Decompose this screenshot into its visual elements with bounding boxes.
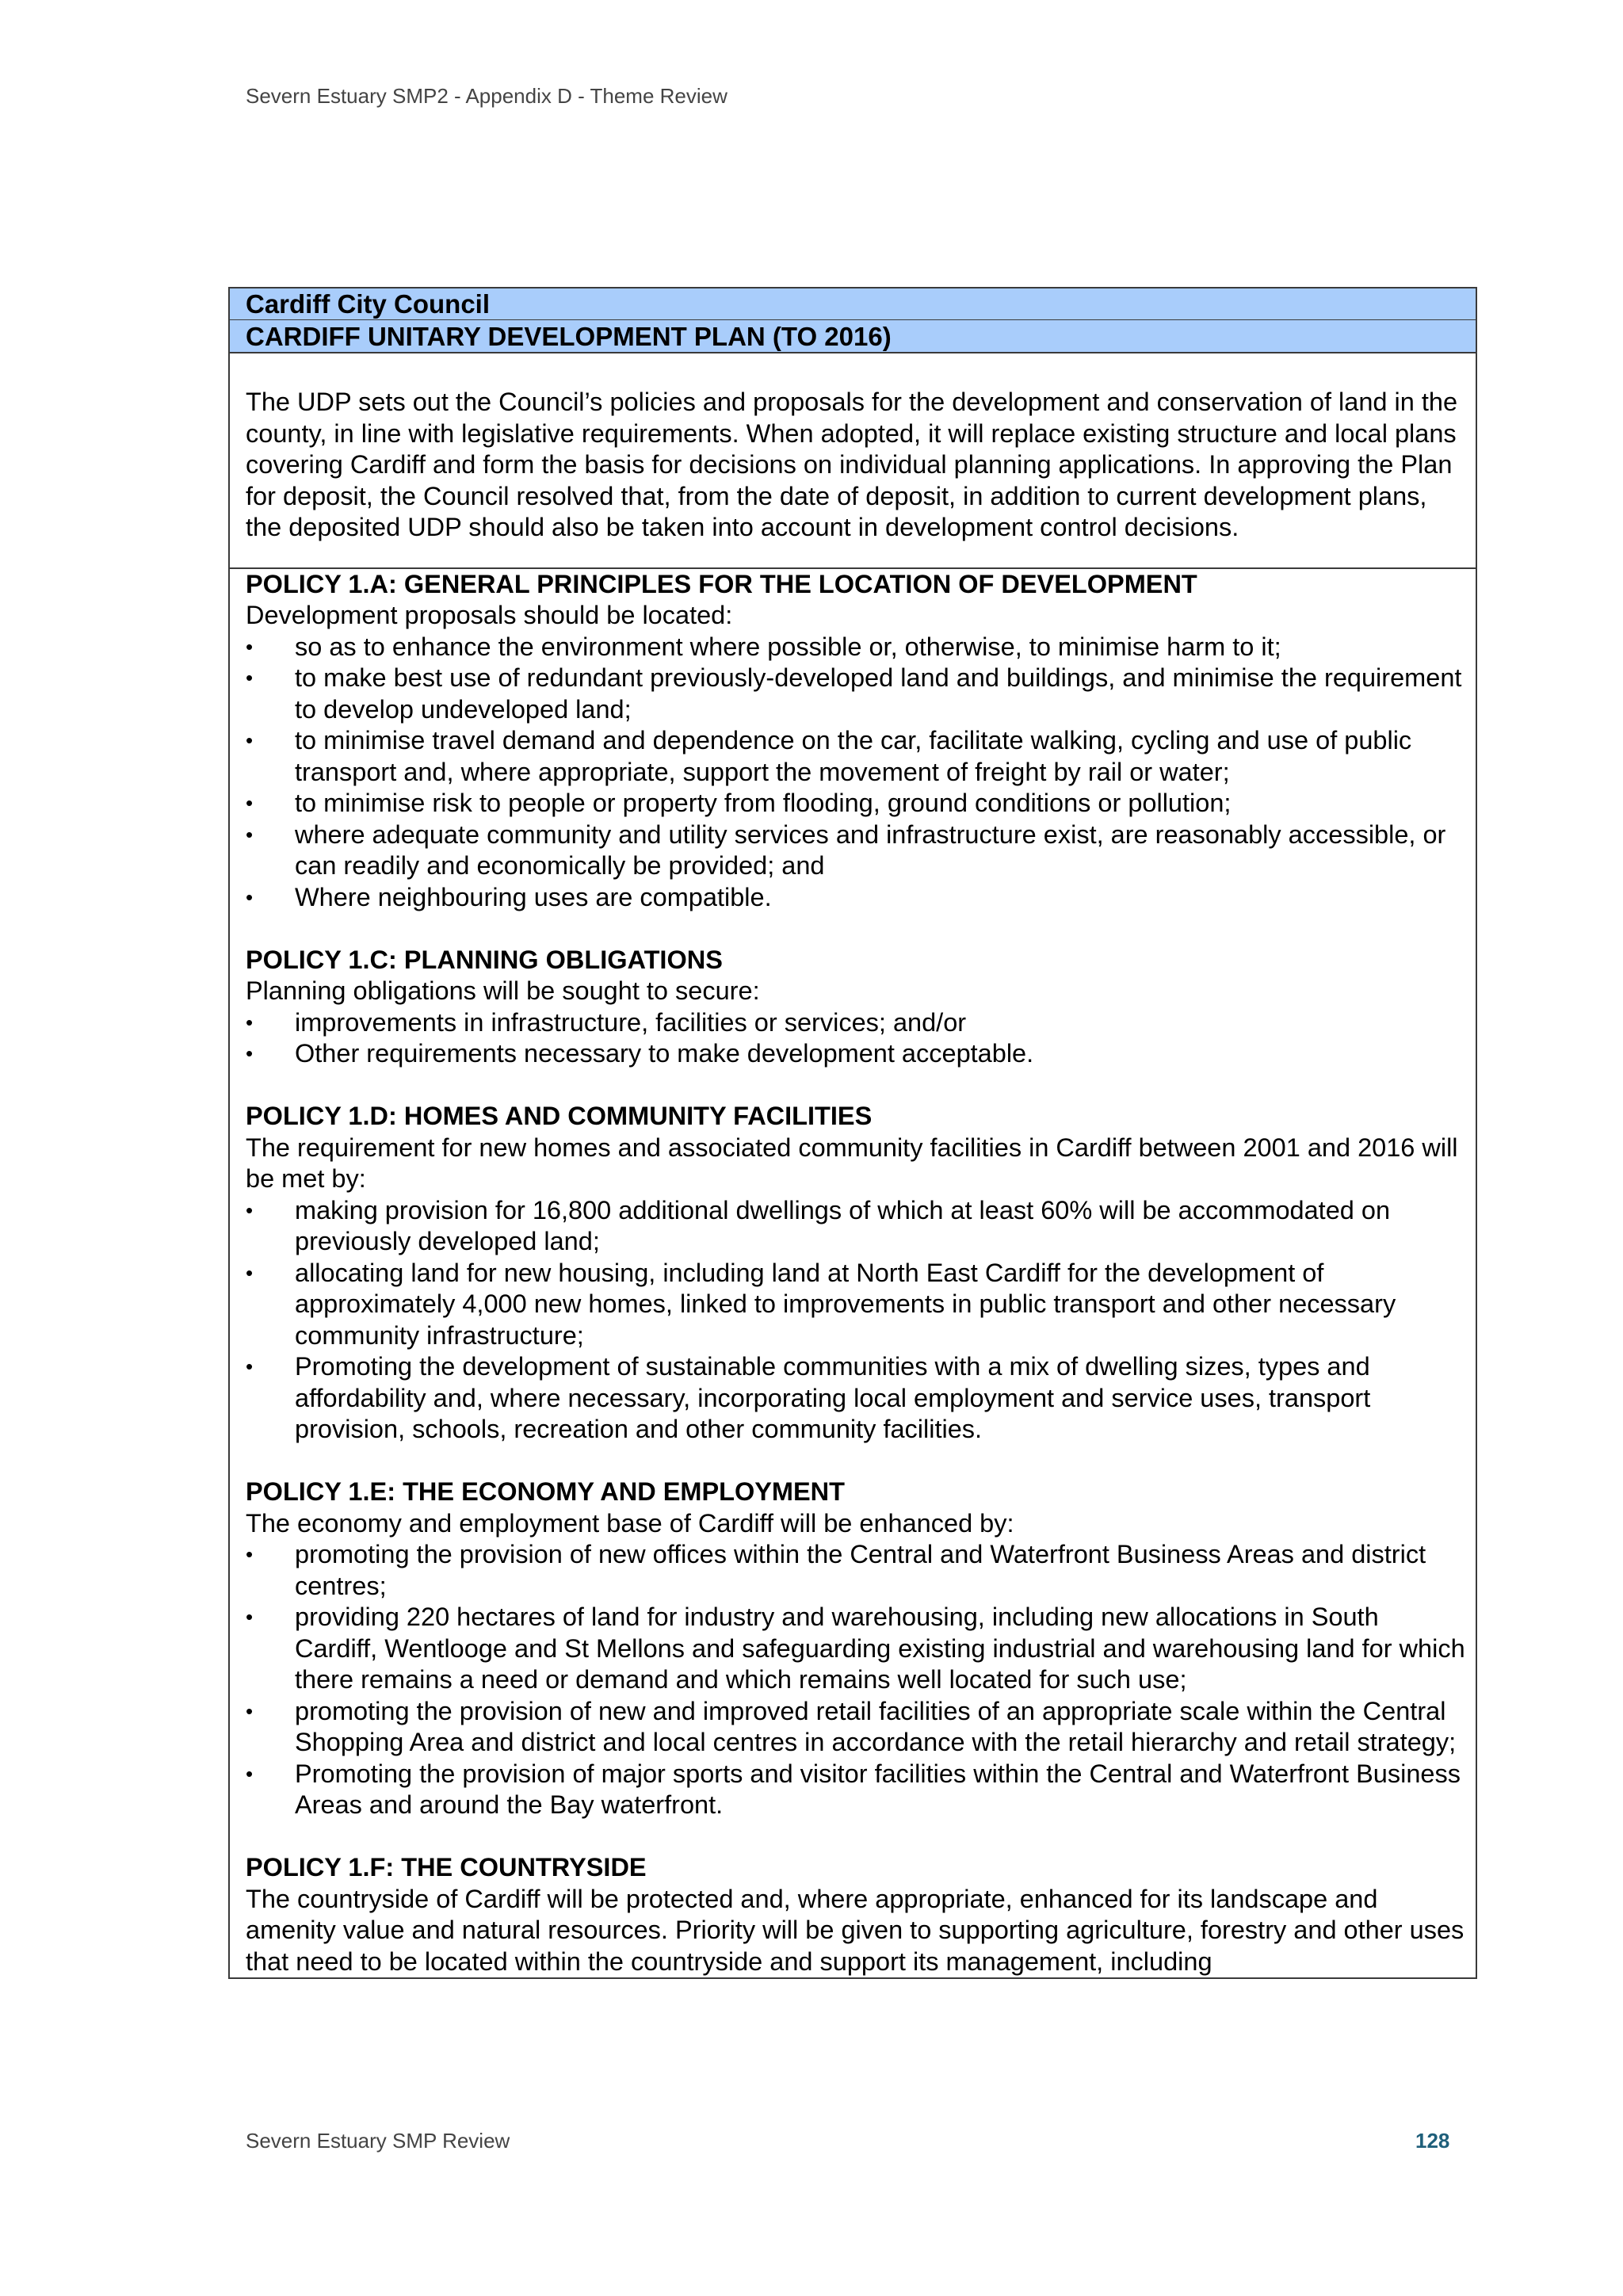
policy-lead: The countryside of Cardiff will be protected and, where appropriate, enhanced for its landscape and amenity value and natural resources. Priority will be given to supporting agriculture, forestry and other uses that need to be located within the countryside and support its management, including: [246, 1884, 1465, 1976]
list-item: • promoting the provision of new offices within the Central and Waterfront Business Areas and district centres;: [246, 1539, 1466, 1602]
list-item: • improvements in infrastructure, facilities or services; and/or: [246, 1007, 1466, 1039]
policy-lead: The requirement for new homes and associated community facilities in Cardiff between 2001 and 2016 will be met by:: [246, 1133, 1458, 1193]
policy-1f: [246, 1852, 1466, 1977]
list-item: • Where neighbouring uses are compatible.: [246, 882, 1466, 914]
plan-title-heading: CARDIFF UNITARY DEVELOPMENT PLAN (TO 2016): [230, 320, 1476, 353]
policy-title: POLICY 1.E: THE ECONOMY AND EMPLOYMENT: [246, 1477, 846, 1506]
policy-title: POLICY 1.D: HOMES AND COMMUNITY FACILITIES: [246, 1102, 873, 1130]
intro-cell: [230, 353, 1476, 569]
list-item: • so as to enhance the environment where possible or, otherwise, to minimise harm to it;: [246, 632, 1466, 663]
policies-cell: [230, 569, 1476, 1978]
list-item: • where adequate community and utility services and infrastructure exist, are reasonably accessible, or can readily and economically be provided; and: [246, 819, 1466, 882]
policy-bullet-list: [246, 1195, 1466, 1446]
list-item: • to minimise risk to people or property from flooding, ground conditions or pollution;: [246, 788, 1466, 819]
policy-bullet-list: [246, 632, 1466, 914]
policy-table: [228, 287, 1477, 1979]
running-header: Severn Estuary SMP2 - Appendix D - Theme Review: [246, 84, 727, 108]
intro-paragraph: The UDP sets out the Council’s policies and proposals for the development and conservation of land in the county, in line with legislative requirements. When adopted, it will replace existing structure and local plans covering Cardiff and form the basis for decisions on individual planning applications. In approving the Plan for deposit, the Council resolved that, from the date of deposit, in addition to current development plans, the deposited UDP should also be taken into account in development control decisions.: [246, 388, 1458, 541]
policy-title: POLICY 1.C: PLANNING OBLIGATIONS: [246, 945, 723, 974]
policy-title: POLICY 1.F: THE COUNTRYSIDE: [246, 1853, 647, 1881]
page-number: 128: [1415, 2129, 1450, 2153]
list-item: • promoting the provision of new and improved retail facilities of an appropriate scale within the Central Shopping Area and district and local centres in accordance with the retail hierarchy and retail strategy;: [246, 1696, 1466, 1759]
policy-1e: [246, 1477, 1466, 1821]
list-item: • Promoting the provision of major sports and visitor facilities within the Central and Waterfront Business Areas and around the Bay waterfront.: [246, 1759, 1466, 1821]
policy-1c: [246, 945, 1466, 1070]
policy-lead: The economy and employment base of Cardiff will be enhanced by:: [246, 1508, 1014, 1538]
policy-title: POLICY 1.A: GENERAL PRINCIPLES FOR THE LOCATION OF DEVELOPMENT: [246, 569, 1197, 598]
policy-lead: Planning obligations will be sought to secure:: [246, 976, 760, 1005]
policy-lead: Development proposals should be located:: [246, 601, 733, 629]
list-item: • allocating land for new housing, including land at North East Cardiff for the development of approximately 4,000 new homes, linked to improvements in public transport and other necessary community infrastructure;: [246, 1258, 1466, 1352]
list-item: • providing 220 hectares of land for industry and warehousing, including new allocations in South Cardiff, Wentlooge and St Mellons and safeguarding existing industrial and warehousing land for which there remains a need or demand and which remains well located for such use;: [246, 1602, 1466, 1696]
policy-bullet-list: [246, 1007, 1466, 1070]
policy-1a: [246, 569, 1466, 914]
list-item: • to minimise travel demand and dependence on the car, facilitate walking, cycling and use of public transport and, where appropriate, support the movement of freight by rail or water;: [246, 725, 1466, 788]
list-item: • Other requirements necessary to make development acceptable.: [246, 1038, 1466, 1070]
list-item: • making provision for 16,800 additional dwellings of which at least 60% will be accommodated on previously developed land;: [246, 1195, 1466, 1258]
organisation-heading: Cardiff City Council: [230, 288, 1476, 320]
running-footer: Severn Estuary SMP Review: [246, 2129, 510, 2153]
policy-1d: [246, 1101, 1466, 1446]
policy-bullet-list: [246, 1539, 1466, 1821]
list-item: • Promoting the development of sustainable communities with a mix of dwelling sizes, types and affordability and, where necessary, incorporating local employment and service uses, transport provision, schools, recreation and other community facilities.: [246, 1351, 1466, 1446]
list-item: • to make best use of redundant previously-developed land and buildings, and minimise the requirement to develop undeveloped land;: [246, 663, 1466, 725]
